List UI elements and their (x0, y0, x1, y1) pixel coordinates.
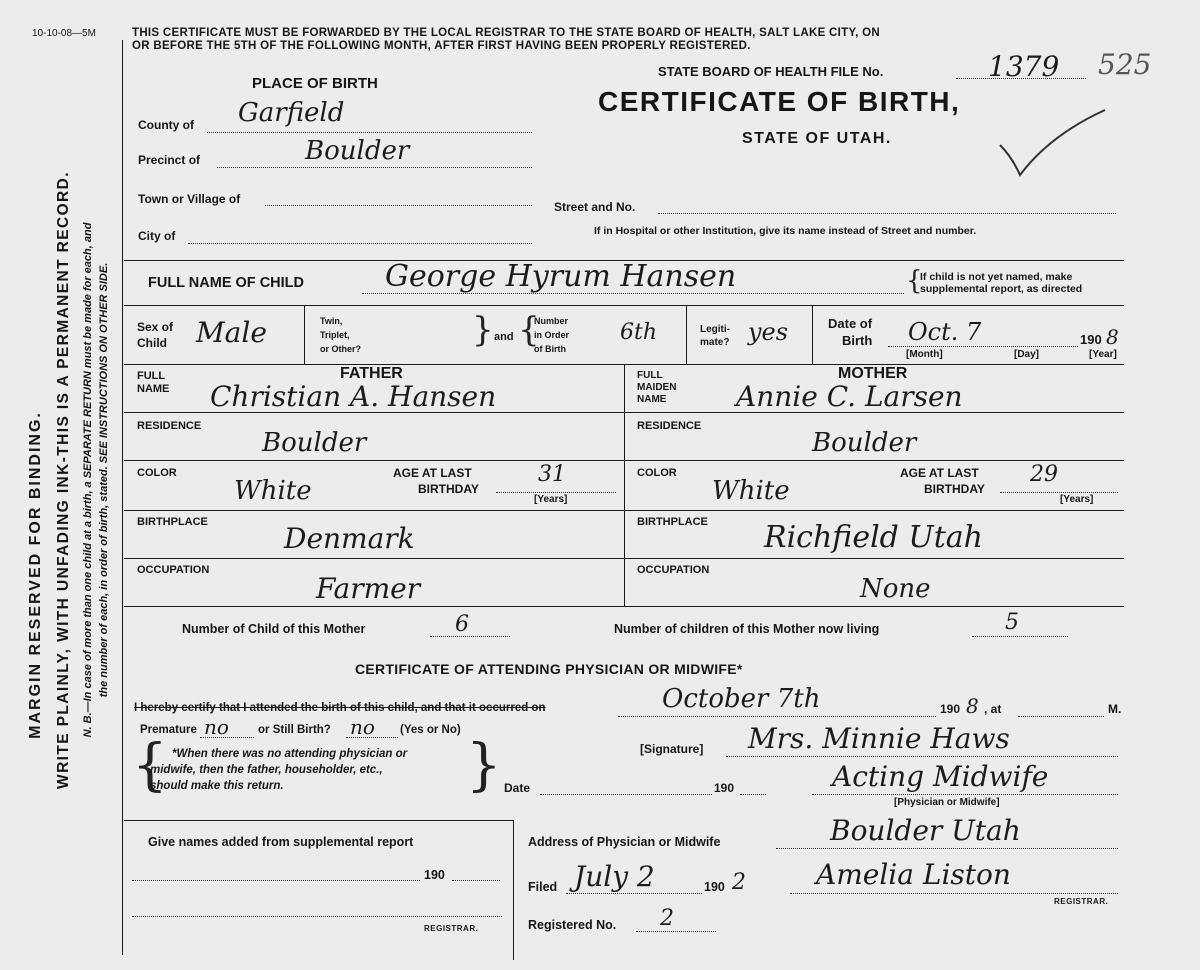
father-occupation-label: OCCUPATION (137, 564, 210, 576)
mother-age-label2: BIRTHDAY (924, 482, 985, 496)
left-margin-rule (122, 40, 123, 955)
legit-value: yes (748, 318, 789, 346)
physician-date-year: 190 (714, 781, 735, 795)
margin-binding-text: MARGIN RESERVED FOR BINDING. (27, 411, 44, 739)
living-line (972, 636, 1068, 637)
child-number-label: Number of Child of this Mother (182, 622, 366, 636)
father-heading: FATHER (340, 365, 403, 382)
file-number-label: STATE BOARD OF HEALTH FILE No. (658, 64, 884, 79)
father-mother-divider (624, 364, 625, 606)
father-color-value: White (234, 476, 312, 506)
rule-above-sex (124, 305, 1124, 306)
registrar-signature: Amelia Liston (816, 858, 1011, 891)
occurred-at-line (1018, 716, 1104, 717)
filed-date-value: July 2 (574, 860, 655, 893)
mother-age-line (1000, 492, 1118, 493)
file-side-number: 525 (1098, 48, 1152, 81)
twin-label2: Triplet, (320, 330, 350, 340)
precinct-line (217, 167, 532, 168)
divider-order-legit (686, 305, 687, 364)
mother-years-hint: [Years] (1060, 494, 1094, 505)
street-label: Street and No. (554, 200, 636, 214)
birth-date-line (888, 346, 1078, 347)
role-value: Acting Midwife (832, 760, 1049, 793)
father-age-line (496, 492, 616, 493)
father-name-value: Christian A. Hansen (210, 380, 497, 413)
mother-age-label1: AGE AT LAST (900, 466, 979, 480)
mother-birthplace-value: Richfield Utah (764, 520, 983, 555)
living-value: 5 (1005, 610, 1019, 635)
child-name-line (362, 293, 904, 294)
certificate-title: CERTIFICATE OF BIRTH, (598, 86, 961, 117)
precinct-label: Precinct of (138, 153, 201, 167)
registered-value: 2 (660, 906, 674, 931)
order-label1: Number (534, 316, 569, 326)
twin-brace: } (472, 310, 494, 350)
occurred-year-prefix: 190 (940, 702, 961, 716)
rule-below-birthplace (124, 558, 1124, 559)
signature-label: [Signature] (640, 742, 704, 756)
occurred-date-line (618, 716, 936, 717)
legit-label1: Legiti- (700, 324, 730, 335)
father-name-label2: NAME (137, 383, 170, 395)
sex-label2: Child (137, 336, 167, 350)
and-label: and (494, 331, 514, 343)
name-note-brace: { (906, 266, 923, 296)
divider-sex-twin (304, 305, 305, 364)
order-label2: in Order (534, 330, 570, 340)
margin-nb-line1: N. B.—In case of more than one child at a birth, a SEPARATE RETURN must be made for each, and (82, 222, 94, 738)
divider-legit-date (812, 305, 813, 364)
father-residence-label: RESIDENCE (137, 420, 202, 432)
mother-occupation-label: OCCUPATION (637, 564, 710, 576)
month-hint: [Month] (906, 349, 943, 360)
city-line (188, 243, 532, 244)
yes-no-hint: (Yes or No) (400, 724, 461, 736)
town-label: Town or Village of (138, 192, 241, 206)
stillbirth-label: or Still Birth? (258, 724, 331, 736)
physician-date-line (540, 794, 712, 795)
legit-label2: mate? (700, 337, 730, 348)
signature-line (726, 756, 1118, 757)
father-years-hint: [Years] (534, 494, 568, 505)
premature-label: Premature (140, 724, 197, 736)
filed-year-digit: 2 (732, 870, 746, 895)
mother-residence-value: Boulder (812, 428, 917, 458)
registered-label: Registered No. (528, 918, 617, 932)
name-note-line1: If child is not yet named, make (920, 271, 1073, 283)
place-of-birth-heading: PLACE OF BIRTH (252, 75, 378, 92)
margin-ink-text: WRITE PLAINLY, WITH UNFADING INK-THIS IS A PERMANENT RECORD. (55, 171, 72, 789)
mother-color-label: COLOR (637, 467, 677, 479)
hospital-note: If in Hospital or other Institution, give its name instead of Street and number. (594, 225, 977, 237)
county-value: Garfield (238, 98, 345, 128)
certify-statement: I hereby certify that I attended the birth of this child, and that it occurred on (134, 702, 546, 714)
certificate-subtitle: STATE OF UTAH. (742, 130, 892, 147)
note-line2: midwife, then the father, householder, etc., (150, 764, 383, 776)
role-line (812, 794, 1118, 795)
registered-line (636, 931, 716, 932)
occurred-year-digit: 8 (966, 694, 979, 718)
file-number-value: 1379 (988, 50, 1060, 83)
father-birthplace-label: BIRTHPLACE (137, 516, 208, 528)
mother-residence-label: RESIDENCE (637, 420, 702, 432)
supplemental-heading: Give names added from supplemental report (148, 835, 414, 849)
address-label: Address of Physician or Midwife (528, 835, 721, 849)
form-code: 10-10-08—5M (32, 28, 96, 39)
margin-nb-line2: the number of each, in order of birth, stated. SEE INSTRUCTIONS ON OTHER SIDE. (98, 262, 110, 698)
header-note-line2: OR BEFORE THE 5TH OF THE FOLLOWING MONTH, AFTER FIRST HAVING BEEN PROPERLY REGISTERED. (132, 40, 751, 52)
occurred-date-value: October 7th (662, 684, 821, 714)
note-line3: should make this return. (150, 780, 284, 792)
mother-name-label2: MAIDEN (637, 382, 677, 393)
physician-date-label: Date (504, 781, 531, 795)
mother-age-value: 29 (1030, 462, 1058, 487)
note-brace-left: { (132, 733, 168, 798)
registrar-signature-line (790, 893, 1118, 894)
supplemental-name-line (132, 880, 420, 881)
premature-value: no (204, 715, 229, 739)
year-hint: [Year] (1089, 349, 1117, 360)
county-line (207, 132, 532, 133)
address-line (776, 848, 1118, 849)
father-color-label: COLOR (137, 467, 177, 479)
mother-name-value: Annie C. Larsen (736, 380, 963, 413)
living-label: Number of children of this Mother now living (614, 622, 880, 636)
rule-below-residence (124, 460, 1124, 461)
name-note-line2: supplemental report, as directed (920, 283, 1083, 295)
county-label: County of (138, 118, 194, 132)
supplemental-registrar-label: REGISTRAR. (424, 924, 479, 933)
rule-below-color (124, 510, 1124, 511)
child-number-line (430, 636, 510, 637)
mother-name-label3: NAME (637, 394, 667, 405)
note-line1: *When there was no attending physician or (172, 748, 408, 760)
precinct-value: Boulder (305, 136, 410, 166)
birth-year-digit: 8 (1106, 325, 1119, 349)
child-number-value: 6 (455, 612, 469, 637)
twin-label3: or Other? (320, 344, 362, 354)
father-age-value: 31 (538, 462, 566, 487)
address-value: Boulder Utah (830, 814, 1021, 847)
mother-occupation-value: None (860, 574, 931, 604)
stillbirth-value: no (350, 715, 375, 739)
father-residence-value: Boulder (262, 428, 367, 458)
sex-value: Male (196, 316, 267, 349)
father-name-label1: FULL (137, 370, 166, 382)
filed-year-prefix: 190 (704, 880, 725, 894)
physician-date-year-line (740, 794, 766, 795)
meridiem-label: M. (1108, 702, 1122, 716)
father-age-label2: BIRTHDAY (418, 482, 479, 496)
day-hint: [Day] (1014, 349, 1040, 360)
order-brace: { (518, 310, 540, 350)
order-label3: of Birth (534, 344, 566, 354)
note-brace-right: } (466, 733, 502, 798)
date-label1: Date of (828, 316, 873, 331)
father-occupation-value: Farmer (316, 572, 421, 605)
father-birthplace-value: Denmark (284, 522, 415, 555)
town-line (265, 205, 532, 206)
mother-birthplace-label: BIRTHPLACE (637, 516, 708, 528)
physician-heading: CERTIFICATE OF ATTENDING PHYSICIAN OR MIDWIFE* (355, 661, 743, 677)
rule-below-occupation (124, 606, 1124, 607)
child-name-value: George Hyrum Hansen (385, 259, 737, 294)
supplemental-year-line (452, 880, 500, 881)
filed-date-line (566, 893, 702, 894)
signature-value: Mrs. Minnie Haws (748, 722, 1010, 755)
twin-label1: Twin, (320, 316, 343, 326)
father-age-label1: AGE AT LAST (393, 466, 472, 480)
mother-name-label1: FULL (637, 370, 663, 381)
birth-year-prefix: 190 (1080, 332, 1102, 347)
registrar-label: REGISTRAR. (1054, 897, 1109, 906)
supplemental-year: 190 (424, 868, 445, 882)
checkmark-icon (990, 95, 1120, 185)
mother-color-value: White (712, 476, 790, 506)
supplemental-registrar-line (132, 916, 502, 917)
child-name-label: FULL NAME OF CHILD (148, 275, 304, 291)
occurred-at-label: , at (984, 702, 1002, 716)
birth-date-value: Oct. 7 (908, 318, 982, 346)
header-note-line1: THIS CERTIFICATE MUST BE FORWARDED BY THE LOCAL REGISTRAR TO THE STATE BOARD OF HEALTH, SALT LAKE CITY, ON (132, 27, 880, 39)
date-label2: Birth (842, 333, 873, 348)
role-hint: [Physician or Midwife] (894, 797, 1000, 808)
order-value: 6th (620, 320, 658, 345)
city-label: City of (138, 229, 176, 243)
filed-label: Filed (528, 880, 558, 894)
mother-heading: MOTHER (838, 365, 908, 382)
sex-label1: Sex of (137, 320, 174, 334)
street-line (658, 213, 1116, 214)
